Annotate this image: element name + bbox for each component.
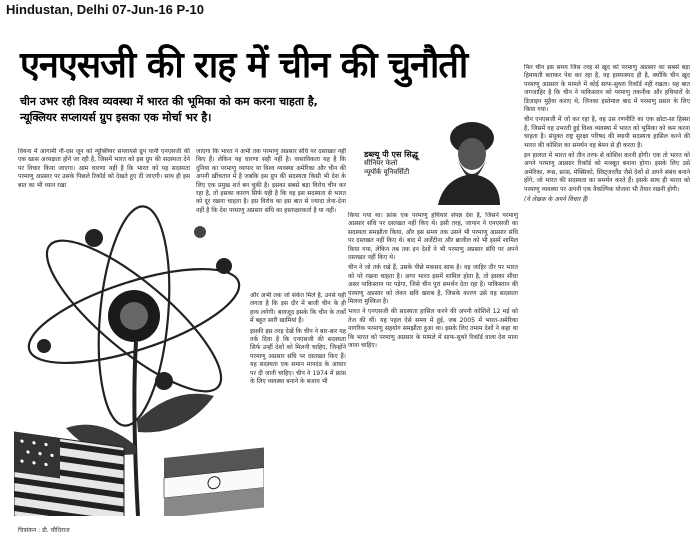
paragraph: फिर चीन इस समय जिस तरह से खुद को परमाणु अप्रसार का सबसे बड़ा हिमायती बताकर पेश कर रहा है, वह हास्यास्पद ही है, क्योंकि चीन खुद परमाणु अप्रसार के मामले में कोई साफ-सुथरा रिकॉर्ड नहीं रखता। यह बात जगजाहिर है कि चीन ने पाकिस्तान को परमाणु तकनीक और हथियारों के डिजाइन मुहैया कराए थे, जिनका इस्तेमाल बाद में परमाणु प्रसार के लिए किया गया। — [524, 64, 690, 114]
article-column-4 — [524, 64, 690, 530]
article-column-3 — [348, 212, 518, 530]
paragraph: और अभी तक जो संकेत मिले हैं, उनसे यही लगता है कि इस दौर में बाजी चीन के ही हाथ लगेगी। बावजूद इसके कि चीन के तर्कों में बहुत सारी खामियां हैं। — [250, 292, 346, 325]
author-disclaimer: (ये लेखक के अपने विचार हैं) — [524, 196, 589, 204]
atom-flower-illustration — [14, 196, 264, 516]
paragraph: चीन ने जो तर्क रखे हैं, उसके पीछे मकसद साफ है। वह जाहिर तौर पर भारत को परे रखना चाहता है। अगर भारत इसमें शामिल होता है, तो इसका सीधा असर पाकिस्तान पर पड़ेगा, जिसे चीन पूरा समर्थन देता रहा है। पाकिस्तान की परमाणु अप्रसार को लेकर छवि खराब है, जिसके कारण उसे यह सदस्यता मिलना मुश्किल है। — [348, 264, 518, 306]
article-column-2b — [250, 292, 346, 522]
paragraph: वियना में आगामी नौ-दस जून को न्यूक्लियर सप्लायर्स ग्रुप यानी एनएसजी की एक खास अध्यक्षता होने जा रही है, जिसमें भारत को इस ग्रुप की सदस्यता देने पर विचार किया जाएगा। आम धारणा यही है कि भारत को यह सदस्यता परमाणु अप्रसार पर उसके पिछले रिकॉर्ड को देखते हुए दी जाएगी। साथ ही इस बात का भी ध्यान रखा — [18, 148, 190, 189]
author-title: सीनियर फेलो — [364, 159, 398, 167]
headline: एनएसजी की राह में चीन की चुनौती — [20, 45, 468, 86]
masthead: Hindustan, Delhi 07-Jun-16 P-10 — [6, 2, 204, 17]
paragraph: किया गया था। फ्रांस एक परमाणु हथियार संपन्न देश है, जिसने परमाणु अप्रसार संधि पर दस्तखत नहीं किए थे। इसी तरह, जापान ने एनएसजी का सदस्यता समझौता किया, और इस समय तक उसने भी परमाणु अप्रसार संधि पर दस्तखत नहीं किए थे। बाद में अर्जेंटीना और ब्राजील को भी इसमें शामिल किया गया, लेकिन तब तक इन देशों ने भी परमाणु अप्रसार संधि पर अपने दस्तखत नहीं किए थे। — [348, 212, 518, 262]
author-affiliation: न्यूयॉर्क यूनिवर्सिटी — [364, 168, 410, 176]
paragraph: इन हालात में भारत को तीन तरफ से कोशिश करनी होगी। एक तो भारत को अपने परमाणु अप्रसार रिकॉर्ड को मजबूत बनाना होगा। इसके लिए उसे अमेरिका, रूस, फ्रांस, मेक्सिको, स्विट्जरलैंड जैसे देशों से अपने संबंध बनाने होंगे, जो भारत की सदस्यता का समर्थन करते हैं। इसके साथ ही भारत को परमाणु व्यवस्था पर अपनी एक वैकल्पिक योजना भी तैयार रखनी होगी। — [524, 152, 690, 193]
byline — [364, 150, 514, 177]
paragraph: चीन एनएसजी में जो कर रहा है, वह उस रणनीति का एक छोटा-सा हिस्सा है, जिसमें वह उभरती हुई विश्व व्यवस्था में भारत को भूमिका को कम करना चाहता है। संयुक्त राष्ट्र सुरक्षा परिषद की स्थायी सदस्यता हासिल करने की भारत की कोशिश का समर्थन वह बेमन से ही करता है। — [524, 116, 690, 149]
deck-line: चीन उभर रही विश्व व्यवस्था में भारत की भूमिका को कम करना चाहता है, — [20, 95, 318, 108]
paragraph: इसकी इस तरह देखें कि चीन ने बार-बार यह तर्क दिया है कि एनएसजी की सदस्यता सिर्फ उन्हीं देशों को मिलनी चाहिए, जिन्होंने परमाणु अप्रसार संधि पर दस्तखत किए हैं। यह सदस्यता एक समान मानदंड के आधार पर दी जानी चाहिए। चीन ने 1974 में फ्रांस के लिए व्यवस्था बनाने के बजाय भी — [250, 327, 346, 386]
paragraph: भारत ने एनएसजी की सदस्यता हासिल करने की अपनी कोशिशें 12 मई को तेज की थीं। यह पहल ऐसे समय में हुई, जब 2005 में भारत-अमेरिका नागरिक परमाणु सहयोग समझौता हुआ था। इसके लिए तमाम देशों ने कहा था कि भारत को परमाणु अप्रसार के मामले में साफ-सुथरे रिकॉर्ड वाला देश माना जाना चाहिए। — [348, 308, 518, 350]
deck-line: न्यूक्लियर सप्लायर्स ग्रुप इसका एक मोर्चा भर है। — [20, 111, 212, 124]
paragraph: जाएगा कि भारत ने अभी तक परमाणु अप्रसार संधि पर दस्तखत नहीं किए हैं। लेकिन यह धारणा सही नहीं है। वास्तविकता यह है कि दुनिया का परमाणु व्यापार या विश्व व्यवस्था अमेरिका और चीन की अपनी खींचतान में है जबकि इस ग्रुप की सदस्यता किसी भी देश के लिए एक प्रमुख शर्त बन चुकी है। इसका सबसे बड़ा विरोध चीन कर रहा है, तो इसका कारण सिर्फ यही है कि वह इस सदस्यता से भारत को दूर रखना चाहता है। इस विरोध का इस बात से ज्यादा लेना-देना नहीं है कि देश परमाणु अप्रसार संधि का हस्ताक्षरकर्ता है या नहीं। — [196, 148, 346, 214]
author-name: डब्ल्यू पी एस सिद्धू — [364, 150, 419, 159]
illustration-credit: चित्रांकन : डी. चौधिराज — [18, 527, 70, 534]
